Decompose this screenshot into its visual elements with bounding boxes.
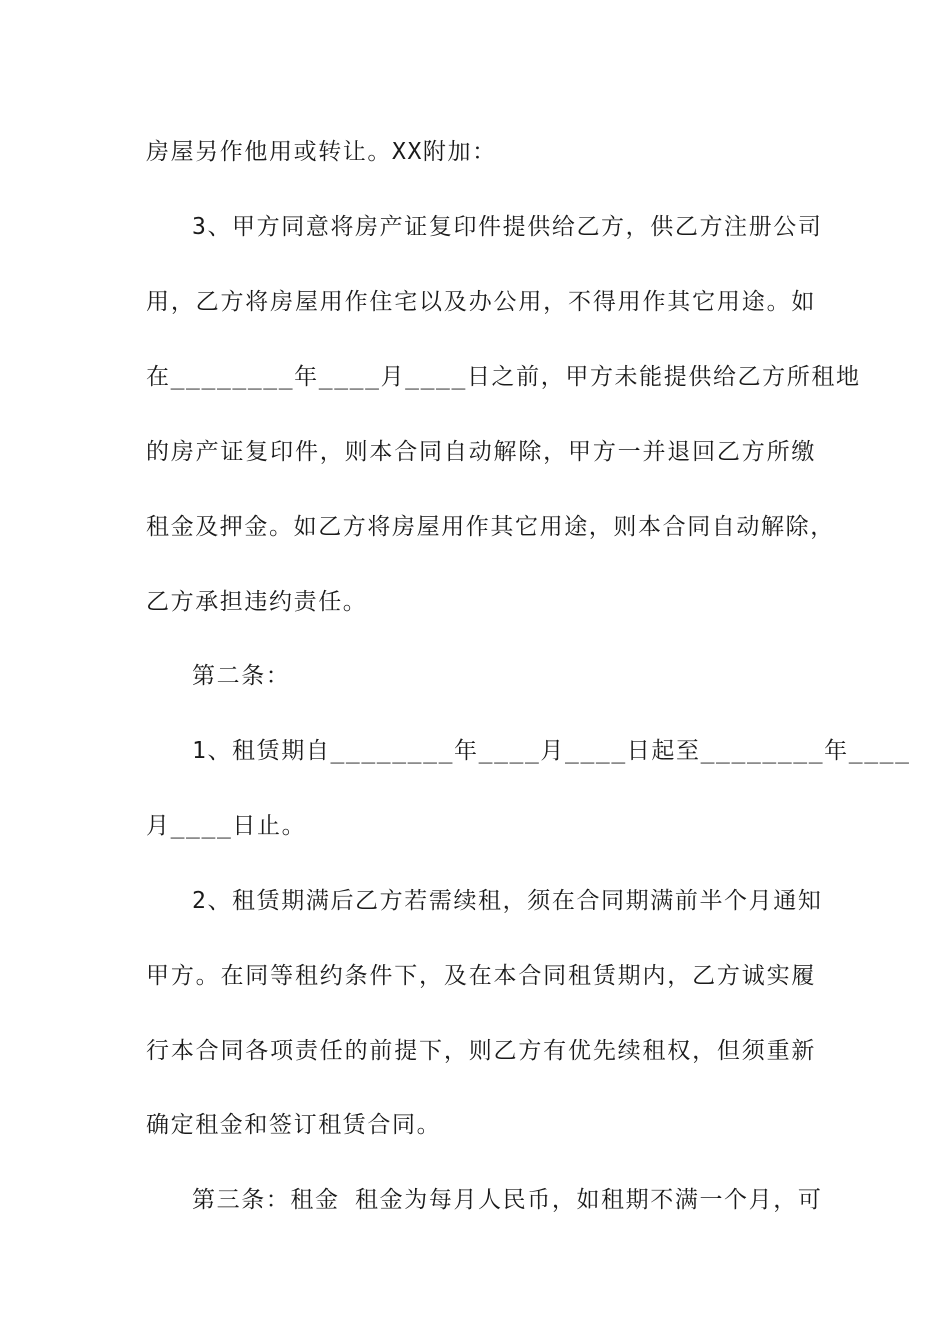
text-line-14: 确定租金和签订租赁合同。 xyxy=(146,1112,442,1138)
text-line-3: 用，乙方将房屋用作住宅以及办公用，不得用作其它用途。如 xyxy=(146,289,816,315)
section-heading-2: 第二条： xyxy=(192,663,291,689)
text-line-11: 2、租赁期满后乙方若需续租，须在合同期满前半个月通知 xyxy=(192,888,823,914)
text-line-7: 乙方承担违约责任。 xyxy=(146,589,368,615)
text-line-9: 1、租赁期自________年____月____日起至________年____ xyxy=(192,738,911,764)
text-line-1: 房屋另作他用或转让。XX附加： xyxy=(146,139,497,165)
text-line-2: 3、甲方同意将房产证复印件提供给乙方，供乙方注册公司 xyxy=(192,214,823,240)
text-line-5: 的房产证复印件，则本合同自动解除，甲方一并退回乙方所缴 xyxy=(146,439,816,465)
text-line-10: 月____日止。 xyxy=(146,813,307,839)
text-line-12: 甲方。在同等租约条件下，及在本合同租赁期内，乙方诚实履 xyxy=(146,963,816,989)
text-line-4: 在________年____月____日之前，甲方未能提供给乙方所租地 xyxy=(146,364,861,390)
text-line-6: 租金及押金。如乙方将房屋用作其它用途，则本合同自动解除， xyxy=(146,514,835,540)
text-line-13: 行本合同各项责任的前提下，则乙方有优先续租权，但须重新 xyxy=(146,1038,816,1064)
section-heading-3-line: 第三条：租金 租金为每月人民币，如租期不满一个月，可 xyxy=(192,1187,823,1213)
